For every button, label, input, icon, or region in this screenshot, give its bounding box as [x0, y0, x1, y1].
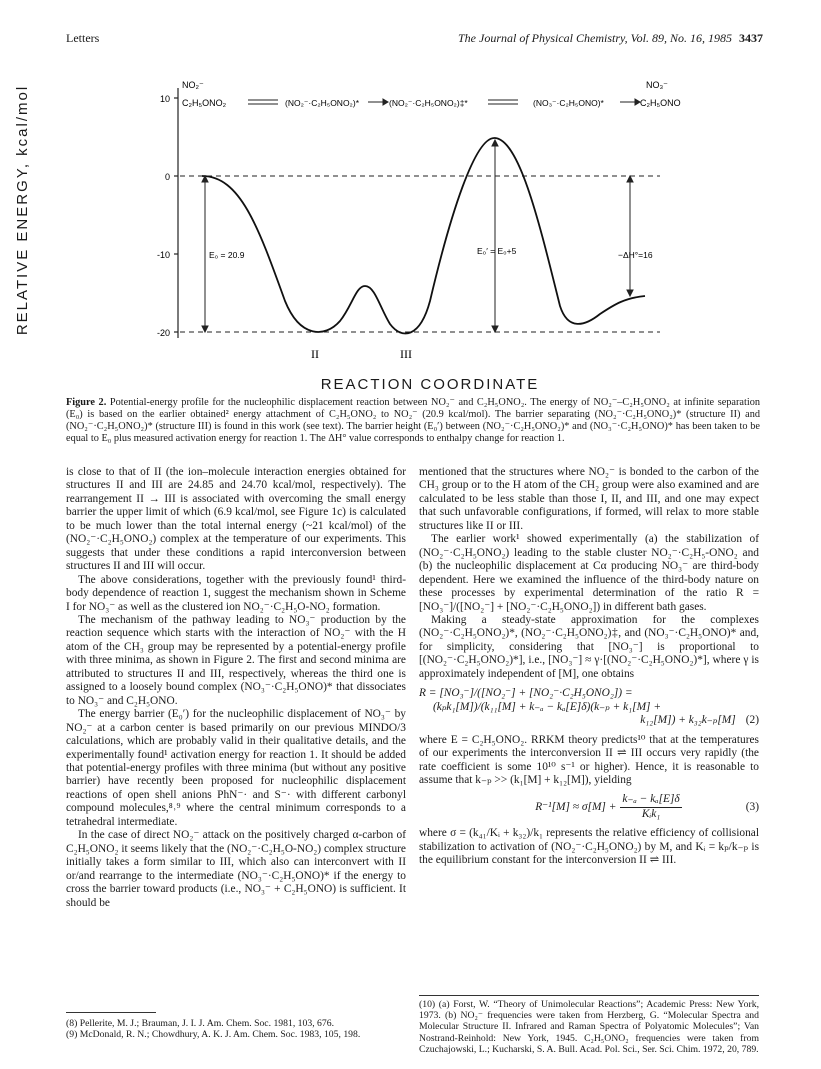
e0-marker [202, 176, 208, 332]
left-paragraph-3: The mechanism of the pathway leading to NO₃⁻ production by the reaction sequence which starts with the interaction of NO₂⁻ with the H atom of the CH₃ group may be represented by a potential-energy profile with three minima, as shown in Figure 2. The first and second minima are attributed to structures II and III, respectively, whereas the third one is assigned to a loosely bound complex (NO₃⁻·C₂H₅ONO)* that dissociates to NO₃⁻ and C₂H₅ONO. [66, 613, 406, 707]
left-paragraph-1: is close to that of II (the ion–molecule interaction energies obtained for structures II and III are 24.85 and 24.70 kcal/mol, respectively). The rearrangement II → III is associated with overcoming the small energy barrier the upper limit of which (6.9 kcal/mol, see Figure 1c) is calculated to be much lower than the total internal energy (~21 kcal/mol) of the (NO₂⁻·C₂H₅ONO₂) complex at the temperature of our experiments. This suggests that under these conditions a rapid interconversion between structures II and III will occur. [66, 466, 406, 573]
minimum-iii-label: III [400, 347, 412, 361]
equation-2-number: (2) [745, 714, 759, 727]
left-column [66, 466, 406, 910]
equilibrium-arrow-2 [488, 100, 518, 104]
product-nitrate: NO₃⁻ [646, 80, 668, 90]
page-number: 3437 [739, 31, 763, 45]
energy-curve [202, 138, 645, 334]
e0-prime-marker [492, 140, 498, 332]
e0-prime-annotation: E₀′ = E₀+5 [477, 246, 517, 256]
footnotes-left [66, 1018, 406, 1040]
running-header-right [458, 31, 763, 46]
equation-3-numerator: k₋ₐ − kₐ[E]δ [620, 793, 681, 807]
footnote-10: (10) (a) Forst, W. “Theory of Unimolecular Reactions”; Academic Press: New York, 1973. (b) NO₂⁻ frequencies were taken from Herzberg, G. “Molecular Spectra and Molecular Structure II. Infrared and Raman Spectra of Polyatomic Molecules”; Van Nostrand-Reinhold: New York, 1945. C₂H₅ONO₂ frequencies were taken from Czuchajowski, L.; Kucharski, S. A. Bull. Acad. Pol. Sci., Ser. Sci. Chim. 1972, 20, 789. [419, 999, 759, 1055]
tick-label-10: 10 [159, 94, 170, 104]
tick-label-0: 0 [164, 172, 170, 182]
equation-3-fraction [620, 793, 681, 821]
x-axis-label: REACTION COORDINATE [320, 376, 540, 393]
footnote-rule-right [419, 995, 759, 996]
footnote-9: (9) McDonald, R. N.; Chowdhury, A. K. J. Am. Chem. Soc. 1983, 105, 198. [66, 1029, 361, 1041]
left-paragraph-4: The energy barrier (E₀′) for the nucleophilic displacement of NO₃⁻ by NO₂⁻ at a carbon center is based primarily on our previous MINDO/3 calculations, which are probably valid in their qualitative details, and the experimentally found¹ activation energy for reaction 1. It should be added that potential-energy profiles with three minima (but without any positive barrier) have recently been proposed for nucleophilic displacement reactions of open shell anions PhN⁻· and S⁻· with different carbonyl compound molecules,⁸˒⁹ where the central minimum corresponds to a tetrahedral intermediate. [66, 708, 406, 828]
equation-2-line-3: k₁₂[M]) + k₃₂k₋ₚ[M] [640, 714, 736, 727]
caption-label: Figure 2. [66, 397, 107, 408]
journal-citation: The Journal of Physical Chemistry, Vol. 89, No. 16, 1985 [458, 31, 732, 45]
complex-iii-label: (NO₂⁻·C₂H₅ONO₂)‡* [389, 98, 468, 108]
loose-complex-label: (NO₃⁻·C₂H₅ONO)* [533, 98, 604, 108]
right-paragraph-5: where σ = (k₄₁/Kᵢ + k₃₂)/k₁ represents the relative efficiency of collisional stabilization to activation of (NO₂⁻·C₂H₅ONO₂) by M, and Kᵢ = kₚ/k₋ₚ is the equilibrium constant for the interconversion II ⇌ III. [419, 827, 759, 867]
reactant-ethyl-nitrate: C₂H₅ONO₂ [182, 98, 227, 108]
complex-ii-label: (NO₂⁻·C₂H₅ONO₂)* [285, 98, 359, 108]
forward-arrow-1 [368, 99, 388, 105]
minimum-ii-label: II [311, 347, 319, 361]
left-paragraph-2: The above considerations, together with the previously found¹ third-body dependence of reaction 1, suggest the mechanism shown in Scheme I for NO₃⁻ as well as the clustered ion NO₂⁻·C₂H₅O-NO₂ formation. [66, 573, 406, 613]
right-paragraph-3: Making a steady-state approximation for the complexes (NO₂⁻·C₂H₅ONO₂)*, (NO₂⁻·C₂H₅ONO₂)‡, and (NO₃⁻·C₂H₅ONO)* and, for simplicity, considering that [NO₃⁻] is proportional to [(NO₂⁻·C₂H₅ONO₂)*], i.e., [NO₃⁻] ≈ γ·[(NO₂⁻·C₂H₅ONO₂)*], where γ is approximately independent of [M], one obtains [419, 613, 759, 680]
figure-caption [66, 397, 760, 445]
equation-3-denominator: Kᵢk₁ [641, 807, 661, 820]
right-column [419, 466, 759, 868]
tick-label-minus10: -10 [156, 250, 170, 260]
reactant-nitrite: NO₂⁻ [182, 80, 204, 90]
equation-3 [419, 793, 759, 821]
equilibrium-arrow-1 [248, 100, 278, 104]
delta-h-annotation: −ΔH°=16 [618, 250, 653, 260]
right-paragraph-2: The earlier work¹ showed experimentally (a) the stabilization of (NO₂⁻·C₂H₅ONO₂) leading to the stable cluster NO₂⁻·C₂H₅-ONO₂ and (b) the nucleophilic displacement at Cα producing NO₃⁻ are third-body dependent. Here we examined the influence of the third-body nature on these processes by experimental determination of the ratio R = [NO₃⁻]/([NO₂⁻] + [NO₂⁻·C₂H₅ONO₂]) in different bath gases. [419, 533, 759, 613]
equation-2-line-1: R = [NO₃⁻]/([NO₂⁻] + [NO₂⁻·C₂H₅ONO₂]) = [419, 687, 633, 700]
footnote-rule-left [66, 1012, 156, 1013]
footnote-8: (8) Pellerite, M. J.; Brauman, J. I. J. Am. Chem. Soc. 1981, 103, 676. [66, 1018, 334, 1029]
forward-arrow-2 [620, 99, 640, 105]
right-paragraph-1: mentioned that the structures where NO₂⁻ is bonded to the carbon of the CH₃ group or to the H atom of the CH₂ group were also examined and are calculated to be less stable than those I, II, and III, and one may expect that such unfavorable configurations, if formed, will relax to more stable structures like II or III. [419, 466, 759, 532]
caption-text: Potential-energy profile for the nucleophilic displacement reaction between NO₂⁻ and C₂H₅ONO₂. The energy of NO₂⁻–C₂H₅ONO₂ at infinite separation (E₀) is based on the earlier obtained² energy attachment of C₂H₅ONO₂ to NO₂⁻ (20.9 kcal/mol). The barrier separating (NO₂⁻·C₂H₅ONO₂)* (structure II) and (NO₂⁻·C₂H₅ONO₂)* (structure III) is found in this work (see text). The barrier height (E₀′) between (NO₂⁻·C₂H₅ONO₂)* and (NO₃⁻·C₂H₅ONO)* has been taken to be equal to E₀ plus measured activation energy for reaction 1. The ΔH° value corresponds to enthalpy change for reaction 1. [66, 397, 761, 444]
right-paragraph-4: where E = C₂H₅ONO₂. RRKM theory predicts¹⁰ that at the temperatures of our experiments the interconversion II ⇌ III occurs very rapidly (the rate coefficient is some 10¹⁰ s⁻¹ or higher). Hence, it is reasonable to assume that k₋ₚ >> (k₁[M] + k₁₂[M]), yielding [419, 733, 759, 786]
y-axis-label: RELATIVE ENERGY, kcal/mol [14, 84, 31, 336]
product-ethyl-nitrite: C₂H₅ONO [640, 98, 681, 108]
e0-annotation: E₀ = 20.9 [209, 250, 245, 260]
equation-2 [419, 687, 759, 727]
equation-3-left: R⁻¹[M] ≈ σ[M] + [535, 800, 617, 813]
tick-label-minus20: -20 [156, 328, 170, 338]
delta-h-marker [627, 176, 633, 296]
potential-energy-figure [130, 76, 730, 376]
equation-2-line-2: (kₚk₁[M])/(k₁₁[M] + k₋ₐ − kₐ[E]δ)(k₋ₚ + k₁[M] + [433, 700, 662, 713]
equation-3-number: (3) [745, 800, 759, 813]
footnotes-right [419, 999, 759, 1055]
running-header-left: Letters [66, 31, 100, 45]
left-paragraph-5: In the case of direct NO₂⁻ attack on the positively charged α-carbon of C₂H₅ONO₂ it seems likely that the (NO₂⁻·C₂H₅O-NO₂) complex structure initially takes a form similar to III, which also can interconvert with II or/and rearrange to the intermediate (NO₃⁻·C₂H₅ONO)* if the energy to cross the barrier toward products (i.e., NO₃⁻ + C₂H₅ONO) is sufficient. It should be [66, 829, 406, 909]
